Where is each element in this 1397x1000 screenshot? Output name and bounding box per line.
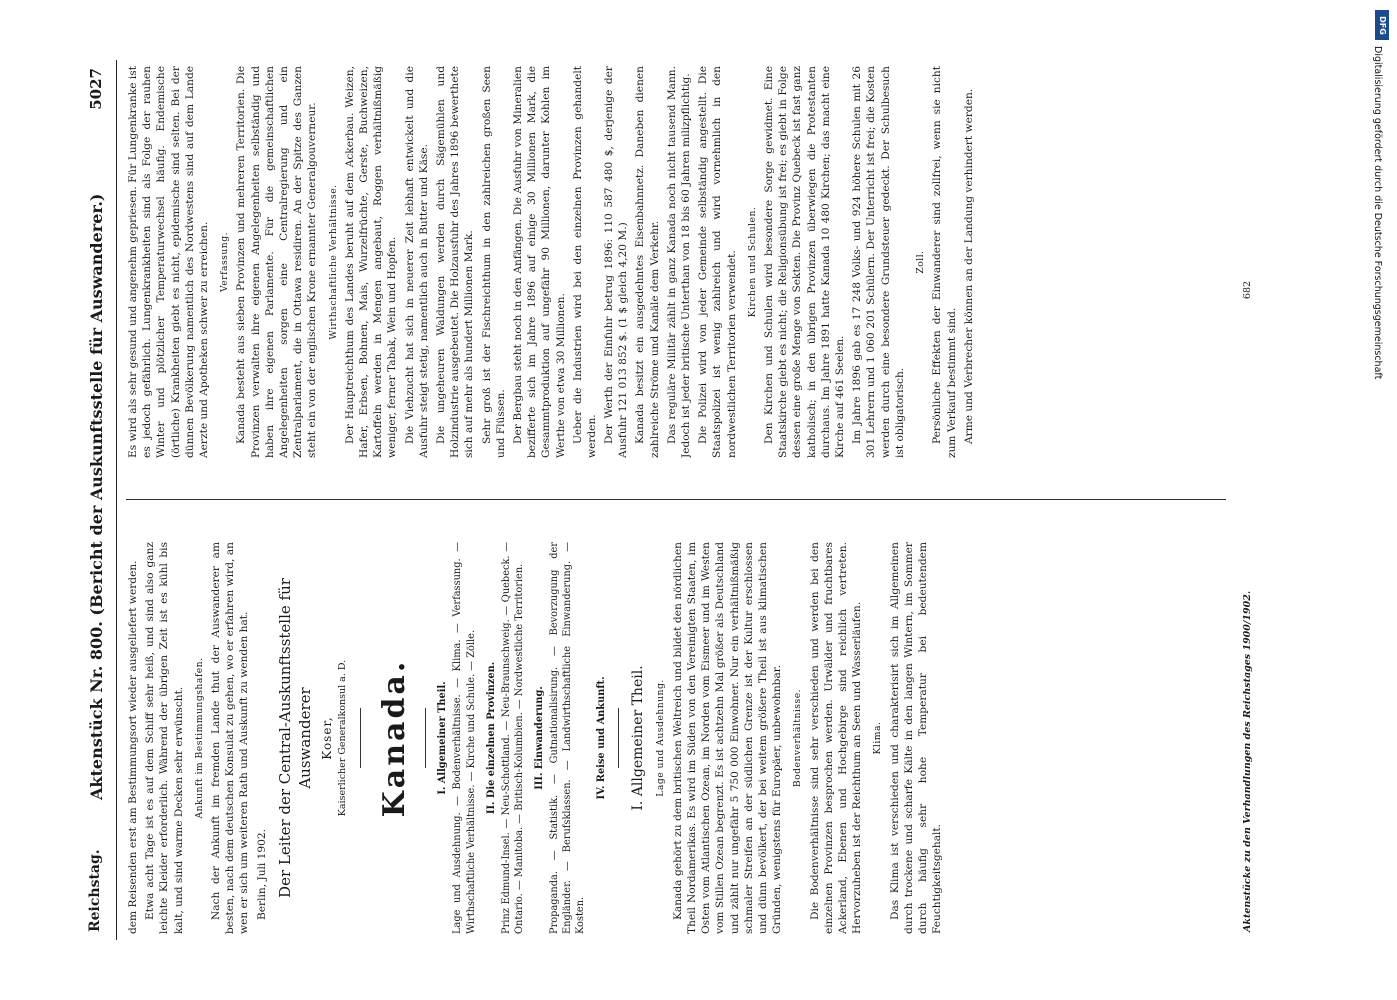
paragraph: Im Jahre 1896 gab es 17 248 Volks- und 924 höhere Schulen mit 26 301 Lehrern und 1 060 201 Schülern. Der Unterricht ist frei; die Kosten werden durch eine besondere Grundsteuer gedeckt. Der Schulbesuch ist obligatorisch.: [851, 66, 906, 458]
section-heading: Wirthschaftliche Verhältnisse.: [327, 184, 339, 340]
part-heading: I. Allgemeiner Theil.: [629, 665, 646, 811]
header-title: Aktenstück Nr. 800. (Bericht der Auskunftsstelle für Auswanderer.): [87, 193, 106, 800]
signature-role: Kaiserlicher Generalkonsul a. D.: [337, 659, 349, 817]
divider: [618, 708, 619, 768]
paragraph: Persönliche Effekten der Einwanderer sind zollfrei, wenn sie nicht zum Verkauf bestimmt sind.: [931, 66, 958, 458]
section-heading: Bodenverhältnisse.: [792, 688, 804, 788]
divider: [360, 708, 361, 768]
paragraph: Es wird als sehr gesund und angenehm gepriesen. Für Lungenkranke ist es jedoch gefährlich. Lungenkrankheiten sind als Folge der rauhen Winter und plötzlicher Temperaturwechsel häufig. Endemische (örtliche) Krankheiten giebt es nicht, epidemische sind selten. Bei der dünnen Bevölkerung namentlich des Nordwestens sind auf dem Lande Aerzte und Apotheken schwer zu erreichen.: [127, 66, 210, 458]
paragraph: Ueber die Industrien wird bei den einzelnen Provinzen gehandelt werden.: [571, 66, 598, 458]
place-date: Berlin, Juli 1902.: [255, 829, 268, 920]
dfg-credit: Digitalisierung gefördert durch die Deutsche Forschungsgemeinschaft: [1372, 46, 1383, 380]
page-number: 5027: [87, 68, 105, 110]
paragraph: Die ungeheuren Waldungen werden durch Sägemühlen und Holzindustrie ausgebeutet. Die Holzausfuhr des Jahres 1896 bewerthete sich auf mehr als hundert Millionen Mark.: [435, 66, 476, 458]
paragraph: Der Werth der Einfuhr betrug 1896: 110 587 480 $, derjenige der Ausfuhr 121 013 852 $. (1 $ gleich 4,20 M.): [603, 66, 630, 458]
paragraph: Nach der Ankunft im fremden Lande thut der Auswanderer am besten, nach dem deutschen Konsulat zu gehen, wo er erfahren wird, an wen er sich um weiteren Rath und Auskunft zu wenden hat.: [210, 542, 251, 934]
header-left: Reichstag.: [87, 849, 103, 932]
paragraph: Den Kirchen und Schulen wird besondere Sorge gewidmet. Eine Staatskirche giebt es nicht; die Religionsübung ist frei; es giebt in Folge dessen eine große Menge von Sekten. Die Provinz Quebeck ist fast ganz katholisch; in den übrigen Provinzen überwiegen die Protestanten durchaus. Im Jahre 1891 hatte Kanada 10 480 Kirchen; das macht eine Kirche auf 461 Seelen.: [763, 66, 847, 458]
paragraph: Die Polizei wird von jeder Gemeinde selbständig angestellt. Die Staatspolizei ist wenig zahlreich und wird vornehmlich in den nordwestlichen Territorien verwendet.: [697, 66, 738, 458]
footer-source: Aktenstücke zu den Verhandlungen des Reichstages 1900/1902.: [1242, 590, 1253, 932]
paragraph: Die Bodenverhältnisse sind sehr verschieden und werden bei den einzelnen Provinzen besprochen werden. Urwälder und fruchtbares Ackerland, Ebenen und Hochgebirge sind reichlich vertreten. Hervorzuheben ist der Reichthum an Seen und Wasserläufen.: [808, 542, 864, 934]
paragraph: Das Klima ist verschieden und charakterisirt sich im Allgemeinen durch trockene und scharfe Kälte in den langen Wintern, im Sommer durch häufig sehr hohe Temperatur bei bedeutendem Feuchtigkeitsgehalt.: [888, 542, 944, 934]
paragraph: Der Hauptreichthum des Landes beruht auf dem Ackerbau. Weizen, Hafer, Erbsen, Bohnen, Mais, Wurzelfrüchte, Gerste, Buchweizen, Kartoffeln werden in Mengen angebaut, Roggen verhältnißmäßig weniger, ferner Tabak, Wein und Hopfen.: [343, 66, 399, 458]
section-heading: Zoll.: [914, 250, 926, 274]
signature-name: Koser,: [320, 716, 335, 760]
paragraph: Etwa acht Tage ist es auf dem Schiff sehr heiß, und sind also ganz leichte Kleider erforderlich. Während der übrigen Zeit ist es kühl bis kalt, und sind warme Decken sehr erwünscht.: [144, 542, 185, 934]
document-sheet: [72, 60, 1302, 940]
column-divider: [126, 499, 1226, 500]
toc-entry: Propaganda. — Statistik. — Gutnationalisirung. — Bevorzugung der Engländer. — Berufsklassen. — Landwirthschaftliche Einwanderung. — Kosten.: [549, 542, 587, 934]
footer-page-number: 682: [1242, 280, 1253, 300]
toc-entry: Lage und Ausdehnung. — Bodenverhältnisse. — Klima. — Verfassung. — Wirthschaftliche Verhältnisse. — Kirche und Schule. — Zölle.: [452, 542, 477, 934]
paragraph: dem Reisenden erst am Bestimmungsort wieder ausgeliefert werden.: [127, 560, 139, 934]
header-rule: [116, 60, 117, 940]
running-header: [86, 60, 110, 940]
toc-heading: I. Allgemeiner Theil.: [437, 681, 449, 795]
dfg-logo: [1375, 10, 1389, 40]
paragraph: Kanada besitzt ein ausgedehntes Eisenbahnnetz. Daneben dienen zahlreiche Ströme und Kanäle dem Verkehr.: [634, 66, 661, 458]
dfg-logo-text: DFG: [1377, 15, 1387, 35]
paragraph: Der Bergbau steht noch in den Anfängen. Die Ausfuhr von Mineralien bezifferte sich im Jahre 1896 auf einige 30 Millionen Mark, die Gesammtproduktion auf ungefähr 90 Millionen, darunter Kohlen im Werthe von etwa 30 Millionen.: [511, 66, 567, 458]
divider: [425, 708, 426, 768]
toc-heading: II. Die einzelnen Provinzen.: [485, 661, 497, 815]
right-column: [126, 66, 1236, 458]
paragraph: Die Viehzucht hat sich in neuerer Zeit lebhaft entwickelt und die Ausfuhr steigt stetig, namentlich auch in Butter und Käse.: [403, 66, 430, 458]
paragraph: Kanada gehört zu dem britischen Weltreich und bildet den nördlichen Theil Nordamerikas. Es wird im Süden von den Vereinigten Staaten, im Osten vom Atlantischen Ozean, im Norden vom Eismeer und im Westen vom Stillen Ozean begrenzt. Es ist achtzehn Mal größer als Deutschland und zählt nur ungefähr 5 750 000 Einwohner. Nur ein verhältnißmäßig schmaler Streifen an der südlichen Grenze ist der Kultur erschlossen und dünn bevölkert, der bei weitem größere Theil ist aus klimatischen Gründen, wenigstens für Europäer, unbewohnbar.: [671, 542, 784, 934]
toc-entry: Prinz Edmund-Insel. — Neu-Schottland. — Neu-Braunschweig. — Quebeck. — Ontario. — Manitoba. — Britisch-Kolumbien. — Nordwestliche Territorien.: [500, 542, 525, 934]
section-heading: Kirchen und Schulen.: [746, 206, 758, 318]
paragraph: Kanada besteht aus sieben Provinzen und mehreren Territorien. Die Provinzen verwalten ihre eigenen Angelegenheiten selbständig und haben ihre eigenen Parlamente. Für die gemeinschaftlichen Angelegenheiten sorgen eine Centralregierung und ein Zentralparlament, die in Ottawa residiren. An der Spitze des Ganzen steht ein von der englischen Krone ernannter Generalgouverneur.: [235, 66, 319, 458]
paragraph: Arme und Verbrecher können an der Landung verhindert werden.: [962, 88, 975, 444]
signature-title: Der Leiter der Central-Auskunftsstelle für Auswanderer: [275, 578, 315, 898]
paragraph: Sehr groß ist der Fischreichthum in den zahlreichen großen Seen und Flüssen.: [480, 66, 507, 458]
section-heading: Ankunft im Bestimmungshafen.: [193, 657, 205, 819]
chapter-title: Kanada.: [377, 658, 413, 818]
section-heading: Lage und Ausdehnung.: [655, 679, 667, 797]
rotated-page: [72, 60, 1302, 940]
toc-heading: IV. Reise und Ankunft.: [595, 676, 607, 800]
section-heading: Verfassung.: [219, 231, 231, 293]
toc-heading: III. Einwanderung.: [534, 686, 546, 790]
paragraph: Das reguläre Militär zählt in ganz Kanada noch nicht tausend Mann. Jedoch ist jeder britische Unterthan von 18 bis 60 Jahren milizpflichtig.: [665, 66, 693, 458]
left-column: [126, 542, 1236, 934]
section-heading: Klima.: [872, 721, 884, 755]
